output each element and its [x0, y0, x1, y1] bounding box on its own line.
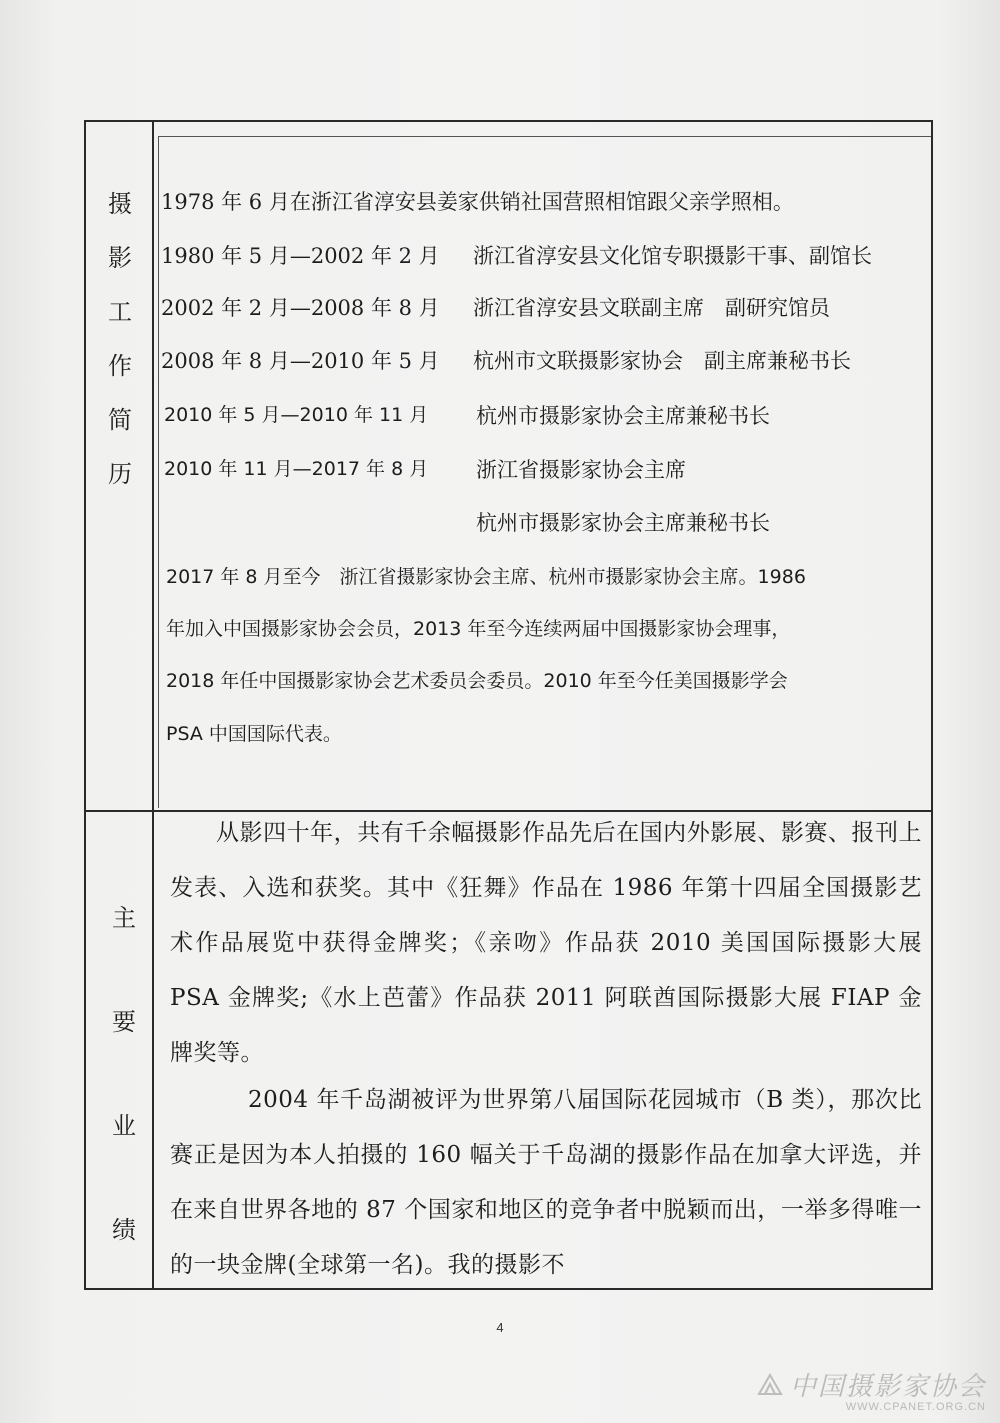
career-section-label — [100, 192, 140, 516]
label-char: 绩 — [112, 1216, 136, 1244]
career-row — [161, 345, 851, 375]
career-tail-line: 年加入中国摄影家协会会员，2013 年至今连续两届中国摄影家协会理事， — [166, 618, 791, 640]
label-char: 历 — [108, 460, 132, 488]
achievement-paragraph: 从影四十年，共有千余幅摄影作品先后在国内外影展、影赛、报刊上发表、入选和获奖。其中《狂舞》作品在 1986 年第十四届全国摄影艺术作品展览中获得金牌奖；《亲吻》作品获 2010 美国国际摄影大展 PSA 金牌奖;《水上芭蕾》作品获 2011 阿联酋国际摄影大展 FIAP 金牌奖等。 — [170, 820, 922, 1066]
label-char: 简 — [108, 406, 132, 434]
career-row-date: 2002 年 2 月—2008 年 8 月 — [161, 296, 440, 320]
inner-row-divider — [158, 136, 931, 137]
career-row — [161, 240, 872, 270]
label-char: 作 — [108, 352, 132, 380]
career-row-date: 2010 年 11 月—2017 年 8 月 — [164, 458, 429, 480]
career-tail-line: PSA 中国国际代表。 — [166, 723, 342, 745]
watermark-url: WWW.CPANET.ORG.CN — [845, 1401, 986, 1413]
label-char: 业 — [112, 1112, 136, 1140]
career-row — [164, 400, 770, 428]
career-row — [164, 454, 686, 482]
career-row-position: 杭州市摄影家协会主席兼秘书长 — [476, 404, 770, 428]
career-row-position: 杭州市文联摄影家协会 副主席兼秘书长 — [473, 349, 851, 373]
achievement-paragraph: 2004 年千岛湖被评为世界第八届国际花园城市（B 类），那次比赛正是因为本人拍摄的 160 幅关于千岛湖的摄影作品在加拿大评选，并在来自世界各地的 87 个国家和地区的竞争者中脱颖而出，一举多得唯一的一块金牌(全球第一名)。我的摄影不 — [170, 1087, 922, 1278]
career-row-date: 2010 年 5 月—2010 年 11 月 — [164, 404, 429, 426]
career-row — [161, 292, 830, 322]
site-watermark — [755, 1366, 986, 1413]
label-char: 摄 — [108, 190, 132, 218]
career-row-position: 浙江省摄影家协会主席 — [476, 458, 686, 482]
career-tail-line: 2018 年任中国摄影家协会艺术委员会委员。2010 年至今任美国摄影学会 — [166, 670, 788, 692]
career-row-date: 1980 年 5 月—2002 年 2 月 — [161, 244, 440, 268]
label-char: 影 — [108, 244, 132, 272]
career-row-position: 杭州市摄影家协会主席兼秘书长 — [476, 511, 770, 535]
label-char: 主 — [112, 904, 136, 932]
page-number: 4 — [496, 1320, 504, 1335]
career-row-position: 浙江省淳安县文化馆专职摄影干事、副馆长 — [473, 244, 872, 268]
career-tail-line: 2017 年 8 月至今 浙江省摄影家协会主席、杭州市摄影家协会主席。1986 — [166, 566, 806, 588]
label-char: 要 — [112, 1008, 136, 1036]
career-row — [161, 186, 794, 216]
inner-column-divider — [158, 136, 159, 808]
watermark-logo-icon — [755, 1370, 785, 1400]
label-char: 工 — [108, 298, 132, 326]
table-column-divider — [152, 122, 154, 1288]
career-row-position: 浙江省淳安县文联副主席 副研究馆员 — [473, 296, 830, 320]
career-row-date: 1978 年 6 月在浙江省淳安县姜家供销社国营照相馆跟父亲学照相。 — [161, 190, 794, 214]
career-row-date: 2008 年 8 月—2010 年 5 月 — [161, 349, 440, 373]
watermark-text: 中国摄影家协会 — [789, 1372, 986, 1402]
achievement-section-label — [104, 906, 144, 1322]
